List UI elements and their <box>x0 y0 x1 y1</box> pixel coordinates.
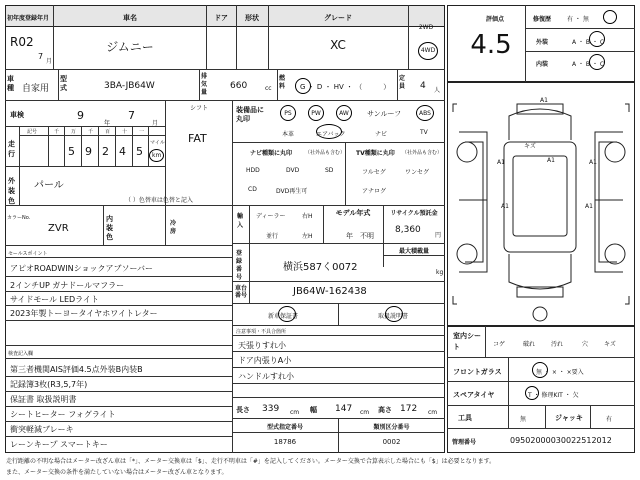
mark-a1: A1 <box>585 203 593 210</box>
mileage-unit-5: 一 <box>139 129 145 135</box>
equipment-pw: PW <box>311 110 321 117</box>
seat-item: キズ <box>604 341 616 348</box>
navi-sd: SD <box>325 167 334 174</box>
import-label: 輸入 <box>237 213 244 229</box>
divider <box>232 205 445 206</box>
divider <box>165 100 166 205</box>
management-label: 管理番号 <box>452 439 477 446</box>
navi-cd: CD <box>248 186 257 193</box>
seat-item: コゲ <box>493 341 506 348</box>
divider <box>232 335 445 336</box>
divider <box>5 166 165 167</box>
divider <box>5 291 232 292</box>
mark-a1: A1 <box>547 157 555 164</box>
divider <box>447 428 635 429</box>
mileage-digit: 5 <box>68 145 75 158</box>
divider <box>232 281 445 282</box>
capacity-value: 4 <box>420 81 426 91</box>
selling-points-label: セールスポイント <box>8 251 48 257</box>
divider <box>525 5 526 82</box>
selling-point: サイドモール LEDライト <box>10 295 99 304</box>
inspection-year-unit: 年 <box>104 120 111 127</box>
mile-label: マイル <box>150 140 165 146</box>
divider <box>232 243 445 244</box>
type-value: 自家用 <box>22 84 50 94</box>
divider <box>268 5 269 69</box>
inspector-note: 第三者機関AIS評価4.5点外装B内装B <box>10 365 143 374</box>
width-unit: cm <box>360 409 370 416</box>
divider <box>64 126 65 166</box>
mark-a1: A1 <box>501 203 509 210</box>
divider <box>132 126 133 166</box>
mark-a1: A1 <box>540 97 548 104</box>
inspector-notes-label: 検査記入欄 <box>8 351 34 357</box>
model-value: 3BA-JB64W <box>104 81 155 91</box>
divider <box>447 381 635 382</box>
divider <box>232 351 445 352</box>
divider <box>545 405 546 428</box>
recycle-label: リサイクル預託金 <box>390 210 438 217</box>
category-value: 0002 <box>382 438 401 446</box>
ac-label: 冷房 <box>170 220 177 235</box>
equipment-navi: ナビ <box>375 131 388 138</box>
navi-dvd: DVD <box>286 167 300 174</box>
divider <box>115 126 116 166</box>
interior-grade-value: A ・ B ・ C <box>572 61 605 68</box>
equipment-ps: PS <box>284 110 292 117</box>
mileage-unit-3: 百 <box>105 129 111 135</box>
divider <box>5 276 232 277</box>
divider <box>508 357 509 428</box>
recycle-value: 8,360 <box>395 225 421 235</box>
score-label: 評価点 <box>485 16 504 23</box>
equipment-airbag: エアバック <box>316 131 346 138</box>
mileage-label: 走行 <box>8 140 15 158</box>
divider <box>5 305 232 306</box>
height-value: 172 <box>400 404 418 414</box>
notice: ドア内張りA小 <box>238 356 292 365</box>
drive-2wd: 2WD <box>418 24 434 31</box>
exterior-note: （ ）色替車は色替と記入 <box>125 197 193 204</box>
divider <box>98 126 99 166</box>
divider <box>277 69 278 100</box>
divider <box>53 5 54 69</box>
width-label: 幅 <box>310 406 317 414</box>
navi-dvd-play: DVD再生可 <box>276 188 308 195</box>
divider <box>485 326 486 357</box>
registration-label: 登録番号 <box>236 250 243 281</box>
seat-label: 室内シート <box>453 332 481 351</box>
divider <box>447 405 635 406</box>
mileage-digit: 5 <box>136 145 143 158</box>
spare-label: スペアタイヤ <box>453 391 495 399</box>
divider <box>5 245 232 246</box>
divider <box>5 100 445 101</box>
mileage-digit: 4 <box>119 145 126 158</box>
mileage-unit-label: 記号 <box>27 129 38 135</box>
footer-note-2: また、メーター交換の条件を満たしていない場合はメーター改ざん車となります。 <box>6 469 228 476</box>
import-dealer: ディーラー <box>256 213 286 220</box>
month-unit: 月 <box>46 58 53 65</box>
person-unit: 人 <box>434 87 441 94</box>
divider <box>232 383 445 384</box>
repair-label: 修復歴 <box>533 16 552 23</box>
divider <box>408 5 409 69</box>
chassis-label: 車台番号 <box>235 285 248 299</box>
exterior-value: パール <box>34 180 64 191</box>
divider <box>525 51 635 52</box>
chassis-value: JB64W-162438 <box>293 286 367 297</box>
jack-value: 有 <box>606 416 613 423</box>
seat-item: 破れ <box>523 341 536 348</box>
first-reg-label: 初年度登録年月 <box>7 15 50 22</box>
max-load-label: 最大積載量 <box>398 248 429 255</box>
divider <box>58 69 59 100</box>
divider <box>81 126 82 166</box>
divider <box>232 142 445 143</box>
displacement-value: 660 <box>230 81 248 91</box>
max-load-unit: kg <box>436 269 444 276</box>
divider <box>383 255 445 256</box>
inspection-month-unit: 月 <box>152 120 159 127</box>
capacity-label: 定員 <box>399 75 406 90</box>
divider <box>19 135 165 136</box>
navi-note: （社外品も含む） <box>305 150 346 156</box>
mark-kizu: キズ <box>524 143 536 150</box>
divider <box>19 166 20 206</box>
color-code-value: ZVR <box>48 223 69 234</box>
selling-point: 2インチUP ガナドールマフラー <box>10 281 125 290</box>
divider <box>5 376 232 377</box>
tv-note: （社外品も含む） <box>402 150 443 156</box>
registration-value: 横浜587く0072 <box>283 262 358 273</box>
height-unit: cm <box>428 409 438 416</box>
seat-item: 穴 <box>582 341 589 348</box>
km-label: km <box>152 152 162 159</box>
color-code-label: カラーNo. <box>7 215 31 221</box>
inspection-label: 車検 <box>10 111 24 119</box>
fuel-label: 燃料 <box>279 75 286 90</box>
divider <box>5 69 445 70</box>
mileage-digit: 2 <box>102 145 109 158</box>
divider <box>338 303 339 325</box>
divider <box>249 243 250 281</box>
shift-label: シフト <box>190 105 209 112</box>
divider <box>5 345 232 346</box>
divider <box>5 391 232 392</box>
cc-unit: cc <box>265 85 272 92</box>
interior-grade-label: 内装 <box>536 61 549 68</box>
front-glass-label: フロントガラス <box>453 368 502 376</box>
new-warranty: 新車保証書 <box>268 313 299 320</box>
type-label: 車種 <box>7 75 14 92</box>
inspector-note: レーンキープ スマートキー <box>10 440 108 449</box>
divider <box>5 421 232 422</box>
divider <box>165 205 166 245</box>
front-glass-value: 無 ・ × ・ ×要入 <box>536 369 584 376</box>
notices-label: 注意事項・不具合箇所 <box>236 329 287 335</box>
divider <box>206 5 207 69</box>
designation-value: 18786 <box>273 438 297 446</box>
inspector-note: シートヒーター フォグライト <box>10 410 116 419</box>
notice: 天張りすれ小 <box>238 341 286 350</box>
shift-value: FAT <box>188 132 207 145</box>
tools-value: 無 <box>520 416 527 423</box>
exterior-grade-value: A ・ B ・ C <box>572 39 605 46</box>
management-value: 09502000030022512012 <box>510 436 612 445</box>
model-year-value: 年 不明 <box>346 232 374 240</box>
tv-fullseg: フルセグ <box>362 169 386 176</box>
displacement-label: 排気量 <box>201 73 208 96</box>
divider <box>590 405 591 428</box>
handle-left: 左H <box>302 233 313 240</box>
divider <box>345 142 346 205</box>
tools-label: 工具 <box>458 414 472 422</box>
equipment-tv: TV <box>420 129 428 136</box>
equipment-abs: ABS <box>419 110 431 117</box>
divider <box>232 100 233 453</box>
length-label: 長さ <box>236 406 250 414</box>
notice: ハンドルすれ小 <box>238 372 294 381</box>
footer-note-1: 走行距離の不明な場合はメーター改ざん車は「*」、メーター交換車は「$」、走行不明車は「#」を記入してください。メーター交換で合算表示した場合にも「$」は必要となります。 <box>6 458 496 465</box>
divider <box>5 358 232 359</box>
divider <box>525 28 635 29</box>
fuel-value: G ・ D ・ HV ・ （ ） <box>300 83 391 91</box>
mark-a1: A1 <box>589 159 597 166</box>
length-value: 339 <box>262 404 280 414</box>
tv-analog: アナログ <box>362 188 387 195</box>
tv-label: TV種類に丸印 <box>356 150 395 157</box>
inspection-year: 9 <box>77 109 84 122</box>
grade-label: グレード <box>324 14 352 22</box>
divider <box>5 205 232 206</box>
first-reg-value: R02 <box>10 35 34 49</box>
repair-none-circle <box>603 10 617 24</box>
height-label: 高さ <box>378 406 392 414</box>
navi-hdd: HDD <box>246 167 260 174</box>
model-label: 型式 <box>60 75 67 92</box>
grade: XC <box>330 38 346 52</box>
divider <box>19 126 20 166</box>
divider <box>5 257 232 258</box>
car-damage-diagram <box>447 82 635 326</box>
divider <box>232 432 445 433</box>
mileage-unit-0: 千 <box>54 129 60 135</box>
door-label: ドア <box>214 14 228 22</box>
selling-point: 2023年製トーヨータイヤホワイトレター <box>10 309 158 318</box>
car-name-label: 車名 <box>123 14 137 22</box>
car-name: ジムニー <box>106 40 154 54</box>
category-label: 類別区分番号 <box>373 424 410 431</box>
manual: 取扱説明書 <box>378 313 409 320</box>
interior-color-label: 内装色 <box>106 215 113 241</box>
spare-value: T ・ 修理KIT ・ 欠 <box>528 392 579 399</box>
divider <box>236 5 237 69</box>
model-year-label: モデル年式 <box>335 209 371 217</box>
divider <box>148 126 149 166</box>
drive-4wd: 4WD <box>420 47 436 54</box>
divider <box>249 205 250 243</box>
divider <box>5 406 232 407</box>
length-unit: cm <box>290 409 300 416</box>
seat-item: 汚れ <box>551 341 564 348</box>
inspector-note: 記録簿3枚(R3,5,7年) <box>10 380 88 389</box>
inspector-note: 保証書 取扱説明書 <box>10 395 77 404</box>
divider <box>249 281 250 303</box>
inspector-note: 衝突軽減ブレーキ <box>10 425 74 434</box>
divider <box>48 126 49 166</box>
width-value: 147 <box>335 404 353 414</box>
shape-label: 形状 <box>245 14 259 22</box>
divider <box>5 126 165 127</box>
mileage-unit-2: 千 <box>88 129 94 135</box>
navi-label: ナビ種類に丸印 <box>250 150 293 157</box>
divider <box>103 205 104 245</box>
inspection-month: 7 <box>128 109 135 122</box>
mark-a1: A1 <box>497 159 505 166</box>
equipment-aw: AW <box>339 110 349 117</box>
recycle-unit: 円 <box>435 232 442 239</box>
equipment-leather: 本革 <box>282 131 295 138</box>
divider <box>397 69 398 100</box>
score-value: 4.5 <box>470 30 512 60</box>
exterior-label: 外装色 <box>8 177 15 205</box>
tv-oneseg: ワンセグ <box>405 169 430 176</box>
repair-value: 有 ・ 無 <box>567 16 589 23</box>
selling-point: アピオROADWINショックアブソーバー <box>10 264 154 273</box>
divider <box>232 397 445 398</box>
divider <box>5 320 232 321</box>
designation-label: 型式指定番号 <box>266 424 303 431</box>
mileage-unit-4: 十 <box>122 129 128 135</box>
divider <box>199 69 200 100</box>
divider <box>5 436 232 437</box>
equipment-sunroof: サンルーフ <box>367 110 402 118</box>
jack-label: ジャッキ <box>555 414 583 422</box>
divider <box>232 325 445 326</box>
equipment-label: 装備品に丸印 <box>236 106 264 123</box>
divider <box>232 367 445 368</box>
handle-right: 右H <box>302 213 313 220</box>
exterior-grade-label: 外装 <box>536 39 549 46</box>
import-parallel: 並行 <box>266 233 279 240</box>
first-reg-month: 7 <box>38 52 44 61</box>
mileage-unit-1: 万 <box>71 129 77 135</box>
mileage-digit: 9 <box>85 145 92 158</box>
divider <box>447 357 635 358</box>
